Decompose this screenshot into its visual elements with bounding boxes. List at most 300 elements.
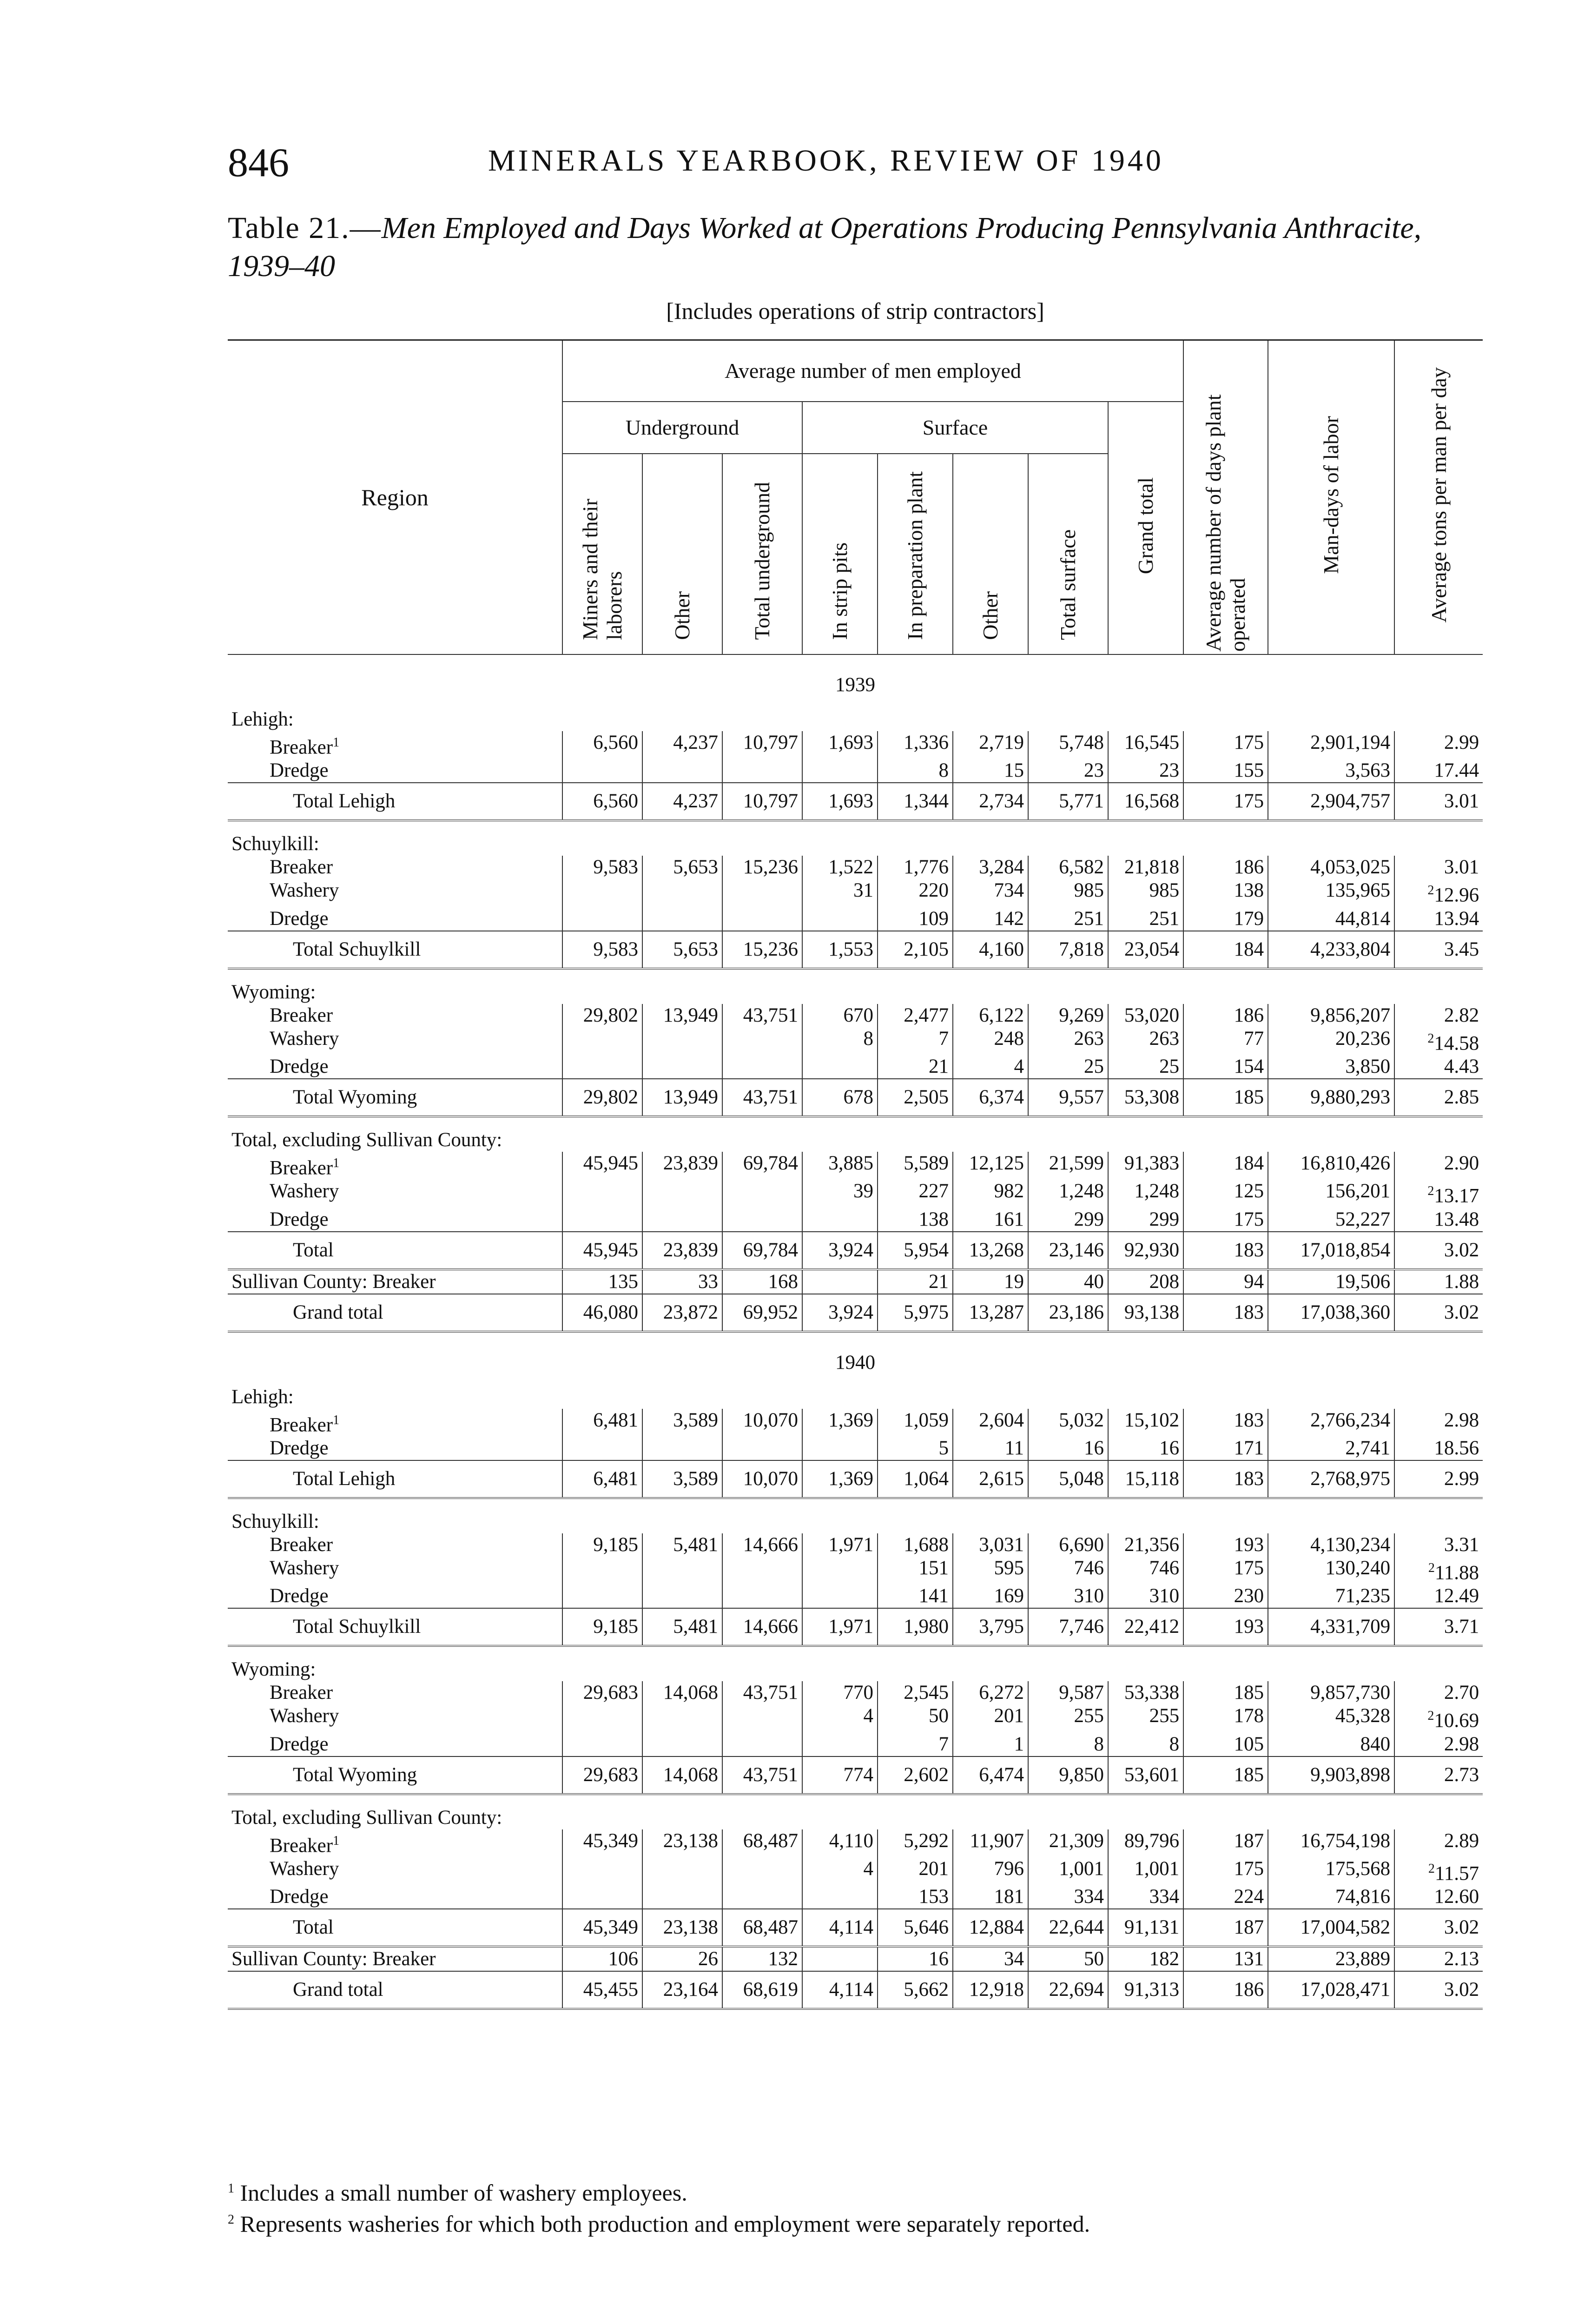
table-cell: 14,068: [642, 1756, 722, 1794]
table-cell: 138: [878, 1208, 953, 1232]
table-cell: [802, 1947, 878, 1971]
table-cell: 181: [953, 1885, 1028, 1909]
table-cell: 12.60: [1394, 1885, 1483, 1909]
table-cell: 169: [953, 1585, 1028, 1608]
table-cell: 255: [1028, 1704, 1108, 1732]
table-cell: 5,954: [878, 1232, 953, 1269]
table-cell: 3.31: [1394, 1533, 1483, 1557]
table-cell: 17,004,582: [1268, 1909, 1394, 1947]
strip-pits-header: In strip pits: [802, 454, 878, 654]
table-cell: [722, 879, 802, 907]
table-cell: [642, 1027, 722, 1055]
table-cell: 14,068: [642, 1681, 722, 1704]
table-cell: 53,601: [1108, 1756, 1183, 1794]
table-cell: 23,138: [642, 1829, 722, 1857]
table-cell: 187: [1183, 1909, 1268, 1947]
table-cell: 9,850: [1028, 1756, 1108, 1794]
table-cell: 2.82: [1394, 1004, 1483, 1027]
table-cell: 1,064: [878, 1460, 953, 1498]
table-note: [Includes operations of strip contractors]: [666, 298, 1044, 324]
table-row: [228, 1437, 1483, 1460]
table-cell: [722, 1704, 802, 1732]
total-row: [228, 1756, 1483, 1794]
table-cell: 3.02: [1394, 1909, 1483, 1947]
preparation-plant-header: In preparation plant: [878, 454, 953, 654]
table-cell: 3,795: [953, 1608, 1028, 1646]
table-cell: 183: [1183, 1294, 1268, 1332]
table-cell: 34: [953, 1947, 1028, 1971]
table-cell: 132: [722, 1947, 802, 1971]
table-cell: 16: [878, 1947, 953, 1971]
table-cell: 14,666: [722, 1608, 802, 1646]
table-cell: 39: [802, 1180, 878, 1208]
table-cell: 155: [1183, 759, 1268, 783]
table-cell: 12.49: [1394, 1585, 1483, 1608]
row-label: Dredge: [270, 759, 329, 782]
table-cell: 23,186: [1028, 1294, 1108, 1332]
table-cell: 184: [1183, 931, 1268, 969]
table-cell: 1,971: [802, 1533, 878, 1557]
table-cell: 33: [642, 1269, 722, 1294]
surface-other-header: Other: [953, 454, 1028, 654]
table-cell: 68,619: [722, 1971, 802, 2009]
table-cell: 299: [1108, 1208, 1183, 1232]
row-label: Breaker: [270, 1533, 333, 1556]
table-cell: 131: [1183, 1947, 1268, 1971]
table-cell: 4,331,709: [1268, 1608, 1394, 1646]
table-cell: 13,949: [642, 1079, 722, 1116]
table-cell: 22,412: [1108, 1608, 1183, 1646]
region-header: Region: [228, 340, 562, 655]
table-cell: 5,048: [1028, 1460, 1108, 1498]
table-cell: 9,269: [1028, 1004, 1108, 1027]
grand-total-header: Grand total: [1108, 402, 1183, 654]
table-row: [228, 1829, 1483, 1857]
footnote: $^1$ Includes a small number of washery employees.: [228, 2179, 687, 2206]
row-label: Grand total: [228, 1294, 562, 1332]
table-cell: 8: [878, 759, 953, 783]
table-cell: 5,662: [878, 1971, 953, 2009]
table-cell: 186: [1183, 856, 1268, 879]
table-cell: 9,903,898: [1268, 1756, 1394, 1794]
table-cell: 10,070: [722, 1460, 802, 1498]
table-cell: 2,615: [953, 1460, 1028, 1498]
total-row: [228, 1294, 1483, 1332]
table-cell: 8: [802, 1027, 878, 1055]
table-cell: 19,506: [1268, 1269, 1394, 1294]
table-cell: [562, 1557, 642, 1585]
table-row: [228, 1733, 1483, 1756]
footnotes: [228, 2175, 1483, 2237]
table-cell: 6,474: [953, 1756, 1028, 1794]
page-header: [228, 139, 1436, 186]
table-cell: [562, 1027, 642, 1055]
table-cell: 1,248: [1108, 1180, 1183, 1208]
table-caption: [228, 209, 1483, 285]
table-cell: 9,583: [562, 856, 642, 879]
row-label: Schuylkill:: [231, 1510, 319, 1532]
table-cell: 3,924: [802, 1232, 878, 1269]
row-label: 1939: [835, 674, 876, 696]
table-cell: 5,748: [1028, 731, 1108, 759]
table-cell: 2,477: [878, 1004, 953, 1027]
footnote-mark: 1: [333, 1413, 340, 1427]
table-cell: 840: [1268, 1733, 1394, 1756]
row-label: Washery: [270, 1857, 339, 1880]
table-cell: 1,693: [802, 783, 878, 820]
table-cell: 53,308: [1108, 1079, 1183, 1116]
table-cell: [562, 1733, 642, 1756]
table-cell: 10,797: [722, 731, 802, 759]
table-cell: 6,560: [562, 731, 642, 759]
table-cell: 9,880,293: [1268, 1079, 1394, 1116]
table-cell: 53,338: [1108, 1681, 1183, 1704]
table-cell: $^2$10.69: [1394, 1704, 1483, 1732]
underground-other-header: Other: [642, 454, 722, 654]
table-cell: [802, 1269, 878, 1294]
table-cell: 91,383: [1108, 1152, 1183, 1180]
table-cell: 2,734: [953, 783, 1028, 820]
table-cell: [562, 1704, 642, 1732]
table-cell: 12,918: [953, 1971, 1028, 2009]
table-cell: 1,693: [802, 731, 878, 759]
row-label: Washery: [270, 879, 339, 902]
table-cell: 175,568: [1268, 1857, 1394, 1885]
table-cell: 21: [878, 1055, 953, 1079]
group-row: [228, 697, 1483, 731]
table-cell: [642, 879, 722, 907]
table-row: [228, 1004, 1483, 1027]
table-cell: [722, 1027, 802, 1055]
footnote: $^2$ Represents washeries for which both production and employment were separately reported.: [228, 2211, 1090, 2237]
table-cell: 18.56: [1394, 1437, 1483, 1460]
table-cell: 595: [953, 1557, 1028, 1585]
man-days-header: Man-days of labor: [1268, 340, 1394, 655]
table-cell: 161: [953, 1208, 1028, 1232]
table-cell: 135,965: [1268, 879, 1394, 907]
table-cell: 5: [878, 1437, 953, 1460]
table-row: [228, 1152, 1483, 1180]
table-cell: [642, 1437, 722, 1460]
table-cell: 153: [878, 1885, 953, 1909]
row-label: Grand total: [228, 1971, 562, 2009]
row-label: Breaker: [270, 1682, 333, 1704]
table-cell: 2,719: [953, 731, 1028, 759]
footnote-mark: 2: [1427, 883, 1434, 898]
table-cell: 299: [1028, 1208, 1108, 1232]
table-cell: 1,369: [802, 1460, 878, 1498]
table-cell: 185: [1183, 1079, 1268, 1116]
table-cell: 23,054: [1108, 931, 1183, 969]
total-row: [228, 1460, 1483, 1498]
group-row: [228, 1646, 1483, 1681]
table-cell: 142: [953, 907, 1028, 931]
table-cell: 175: [1183, 783, 1268, 820]
table-cell: 2.70: [1394, 1681, 1483, 1704]
group-row: [228, 1794, 1483, 1829]
table-cell: $^2$11.88: [1394, 1557, 1483, 1585]
table-cell: [642, 1885, 722, 1909]
table-cell: 4,114: [802, 1971, 878, 2009]
table-cell: 23: [1108, 759, 1183, 783]
table-cell: 4,053,025: [1268, 856, 1394, 879]
table-cell: 251: [1028, 907, 1108, 931]
table-cell: 50: [1028, 1947, 1108, 1971]
table-row: [228, 1557, 1483, 1585]
table-cell: $^2$12.96: [1394, 879, 1483, 907]
table-cell: $^2$11.57: [1394, 1857, 1483, 1885]
table-cell: 310: [1108, 1585, 1183, 1608]
avg-tons-header: Average tons per man per day: [1394, 340, 1483, 655]
table-cell: 16: [1108, 1437, 1183, 1460]
table-cell: 3,589: [642, 1460, 722, 1498]
table-cell: 13,268: [953, 1232, 1028, 1269]
table-cell: 68,487: [722, 1829, 802, 1857]
row-label: Dredge: [270, 1208, 329, 1230]
table-row: [228, 907, 1483, 931]
table-cell: 2,604: [953, 1409, 1028, 1437]
table-cell: 1,688: [878, 1533, 953, 1557]
table-cell: [802, 1885, 878, 1909]
table-cell: [562, 1180, 642, 1208]
table-cell: 179: [1183, 907, 1268, 931]
table-cell: [642, 1055, 722, 1079]
row-label: Total, excluding Sullivan County:: [231, 1806, 502, 1829]
table-cell: 7: [878, 1733, 953, 1756]
table-cell: 230: [1183, 1585, 1268, 1608]
table-cell: 15,102: [1108, 1409, 1183, 1437]
table-cell: 11,907: [953, 1829, 1028, 1857]
table-cell: 224: [1183, 1885, 1268, 1909]
table-cell: 16,545: [1108, 731, 1183, 759]
row-label: Total Wyoming: [228, 1756, 562, 1794]
table-row: [228, 1208, 1483, 1232]
table-cell: [562, 1437, 642, 1460]
table-cell: 16: [1028, 1437, 1108, 1460]
table-cell: 263: [1028, 1027, 1108, 1055]
table-cell: 12,125: [953, 1152, 1028, 1180]
table-cell: 4,237: [642, 731, 722, 759]
table-cell: 1,059: [878, 1409, 953, 1437]
table-cell: 201: [953, 1704, 1028, 1732]
table-cell: 15,118: [1108, 1460, 1183, 1498]
group-row: [228, 1498, 1483, 1533]
row-label: Breaker$^1$: [270, 1155, 340, 1179]
table-cell: 23,872: [642, 1294, 722, 1332]
table-cell: 5,653: [642, 931, 722, 969]
table-cell: [802, 1208, 878, 1232]
table-cell: 220: [878, 879, 953, 907]
table-cell: 2.98: [1394, 1733, 1483, 1756]
row-label: 1940: [835, 1351, 876, 1373]
table-label: Table 21.—: [228, 211, 382, 245]
table-cell: 670: [802, 1004, 878, 1027]
table-cell: [562, 759, 642, 783]
table-title: Men Employed and Days Worked at Operations Producing Pennsylvania Anthracite, 1939–40: [228, 211, 1422, 283]
table-cell: [722, 1733, 802, 1756]
table-cell: 40: [1028, 1269, 1108, 1294]
table-cell: 16,568: [1108, 783, 1183, 820]
table-cell: [722, 1885, 802, 1909]
table-cell: 26: [642, 1947, 722, 1971]
group-row: [228, 1374, 1483, 1409]
table-cell: 185: [1183, 1756, 1268, 1794]
table-cell: 185: [1183, 1681, 1268, 1704]
table-cell: 3,589: [642, 1409, 722, 1437]
table-cell: 3.02: [1394, 1294, 1483, 1332]
table-cell: 151: [878, 1557, 953, 1585]
table-cell: 22,694: [1028, 1971, 1108, 2009]
table-cell: 2,602: [878, 1756, 953, 1794]
footnote-mark: 2: [1427, 1031, 1434, 1046]
group-row: [228, 1116, 1483, 1152]
table-cell: 2,105: [878, 931, 953, 969]
table-cell: 50: [878, 1704, 953, 1732]
table-cell: 92,930: [1108, 1232, 1183, 1269]
table-cell: [562, 1585, 642, 1608]
table-cell: 4,130,234: [1268, 1533, 1394, 1557]
table-cell: 6,272: [953, 1681, 1028, 1704]
table-cell: 168: [722, 1269, 802, 1294]
table-cell: 29,683: [562, 1681, 642, 1704]
row-label: Total Schuylkill: [228, 931, 562, 969]
row-label: Breaker: [270, 856, 333, 878]
row-label: Wyoming:: [231, 981, 316, 1003]
table-cell: 6,560: [562, 783, 642, 820]
table-cell: 746: [1028, 1557, 1108, 1585]
table-cell: [722, 759, 802, 783]
table-cell: 6,690: [1028, 1533, 1108, 1557]
table-cell: 201: [878, 1857, 953, 1885]
year-row: [228, 654, 1483, 697]
table-cell: 19: [953, 1269, 1028, 1294]
table-cell: 3,924: [802, 1294, 878, 1332]
table-cell: [722, 1180, 802, 1208]
table-cell: 1,776: [878, 856, 953, 879]
table-cell: 678: [802, 1079, 878, 1116]
table-row: [228, 759, 1483, 783]
table-cell: 7,818: [1028, 931, 1108, 969]
table-cell: 796: [953, 1857, 1028, 1885]
table-cell: 12,884: [953, 1909, 1028, 1947]
footnote-mark: 2: [1428, 1861, 1435, 1876]
table-cell: 2,505: [878, 1079, 953, 1116]
table-cell: 23,164: [642, 1971, 722, 2009]
table-cell: [722, 907, 802, 931]
table-cell: 3,885: [802, 1152, 878, 1180]
table-cell: 45,349: [562, 1909, 642, 1947]
table-cell: 982: [953, 1180, 1028, 1208]
table-cell: 52,227: [1268, 1208, 1394, 1232]
table-cell: [562, 1055, 642, 1079]
table-cell: [642, 1557, 722, 1585]
table-cell: 3.02: [1394, 1971, 1483, 2009]
table-cell: [722, 1585, 802, 1608]
table-cell: [642, 1857, 722, 1885]
table-row: [228, 1269, 1483, 1294]
row-label: Total Lehigh: [228, 1460, 562, 1498]
table-cell: 183: [1183, 1460, 1268, 1498]
table-cell: 2.89: [1394, 1829, 1483, 1857]
row-label: Dredge: [270, 1585, 329, 1607]
table-cell: 182: [1108, 1947, 1183, 1971]
table-cell: 3.02: [1394, 1232, 1483, 1269]
table-cell: 23,839: [642, 1152, 722, 1180]
table-cell: 21: [878, 1269, 953, 1294]
table-cell: 183: [1183, 1232, 1268, 1269]
row-label: Sullivan County: Breaker: [231, 1948, 436, 1970]
table-cell: 1,001: [1108, 1857, 1183, 1885]
row-label: Washery: [270, 1557, 339, 1579]
row-label: Total Schuylkill: [228, 1608, 562, 1646]
table-cell: 4,233,804: [1268, 931, 1394, 969]
avg-days-header: Average number of days plant operated: [1183, 340, 1268, 655]
table-cell: [562, 1208, 642, 1232]
table-cell: [642, 1704, 722, 1732]
table-cell: 4.43: [1394, 1055, 1483, 1079]
group-row: [228, 820, 1483, 856]
table-row: [228, 1055, 1483, 1079]
row-label: Breaker$^1$: [270, 735, 340, 759]
table-cell: 263: [1108, 1027, 1183, 1055]
table-cell: 4,114: [802, 1909, 878, 1947]
table-cell: 11: [953, 1437, 1028, 1460]
table-cell: 9,557: [1028, 1079, 1108, 1116]
table-cell: 25: [1108, 1055, 1183, 1079]
row-label: Washery: [270, 1705, 339, 1727]
table-cell: 9,185: [562, 1533, 642, 1557]
footnote-mark: 1: [333, 1155, 340, 1170]
total-underground-header: Total underground: [722, 454, 802, 654]
avg-men-header: Average number of men employed: [562, 340, 1183, 402]
table-cell: 186: [1183, 1004, 1268, 1027]
table-cell: 248: [953, 1027, 1028, 1055]
footnote-mark: 2: [1427, 1709, 1434, 1723]
table-cell: 43,751: [722, 1756, 802, 1794]
table-cell: 23: [1028, 759, 1108, 783]
table-cell: 3,284: [953, 856, 1028, 879]
table-cell: [642, 759, 722, 783]
table-cell: [722, 1055, 802, 1079]
row-label: Total Lehigh: [228, 783, 562, 820]
table-row: [228, 1180, 1483, 1208]
table-cell: 17,028,471: [1268, 1971, 1394, 2009]
table-cell: 183: [1183, 1409, 1268, 1437]
row-label: Wyoming:: [231, 1658, 316, 1681]
table-cell: 2.13: [1394, 1947, 1483, 1971]
table-cell: 187: [1183, 1829, 1268, 1857]
table-cell: 130,240: [1268, 1557, 1394, 1585]
row-label: Dredge: [270, 907, 329, 930]
table-cell: 141: [878, 1585, 953, 1608]
table-cell: 45,945: [562, 1152, 642, 1180]
table-cell: 154: [1183, 1055, 1268, 1079]
table-cell: 175: [1183, 1557, 1268, 1585]
table-cell: 10,070: [722, 1409, 802, 1437]
table-cell: 135: [562, 1269, 642, 1294]
table-cell: 25: [1028, 1055, 1108, 1079]
total-row: [228, 1608, 1483, 1646]
table-cell: 105: [1183, 1733, 1268, 1756]
table-cell: 125: [1183, 1180, 1268, 1208]
table-cell: 15,236: [722, 856, 802, 879]
table-cell: [722, 1557, 802, 1585]
row-label: Lehigh:: [231, 1386, 294, 1408]
table-cell: 1.88: [1394, 1269, 1483, 1294]
table-cell: 29,683: [562, 1756, 642, 1794]
table-cell: 9,583: [562, 931, 642, 969]
table-cell: 1,553: [802, 931, 878, 969]
